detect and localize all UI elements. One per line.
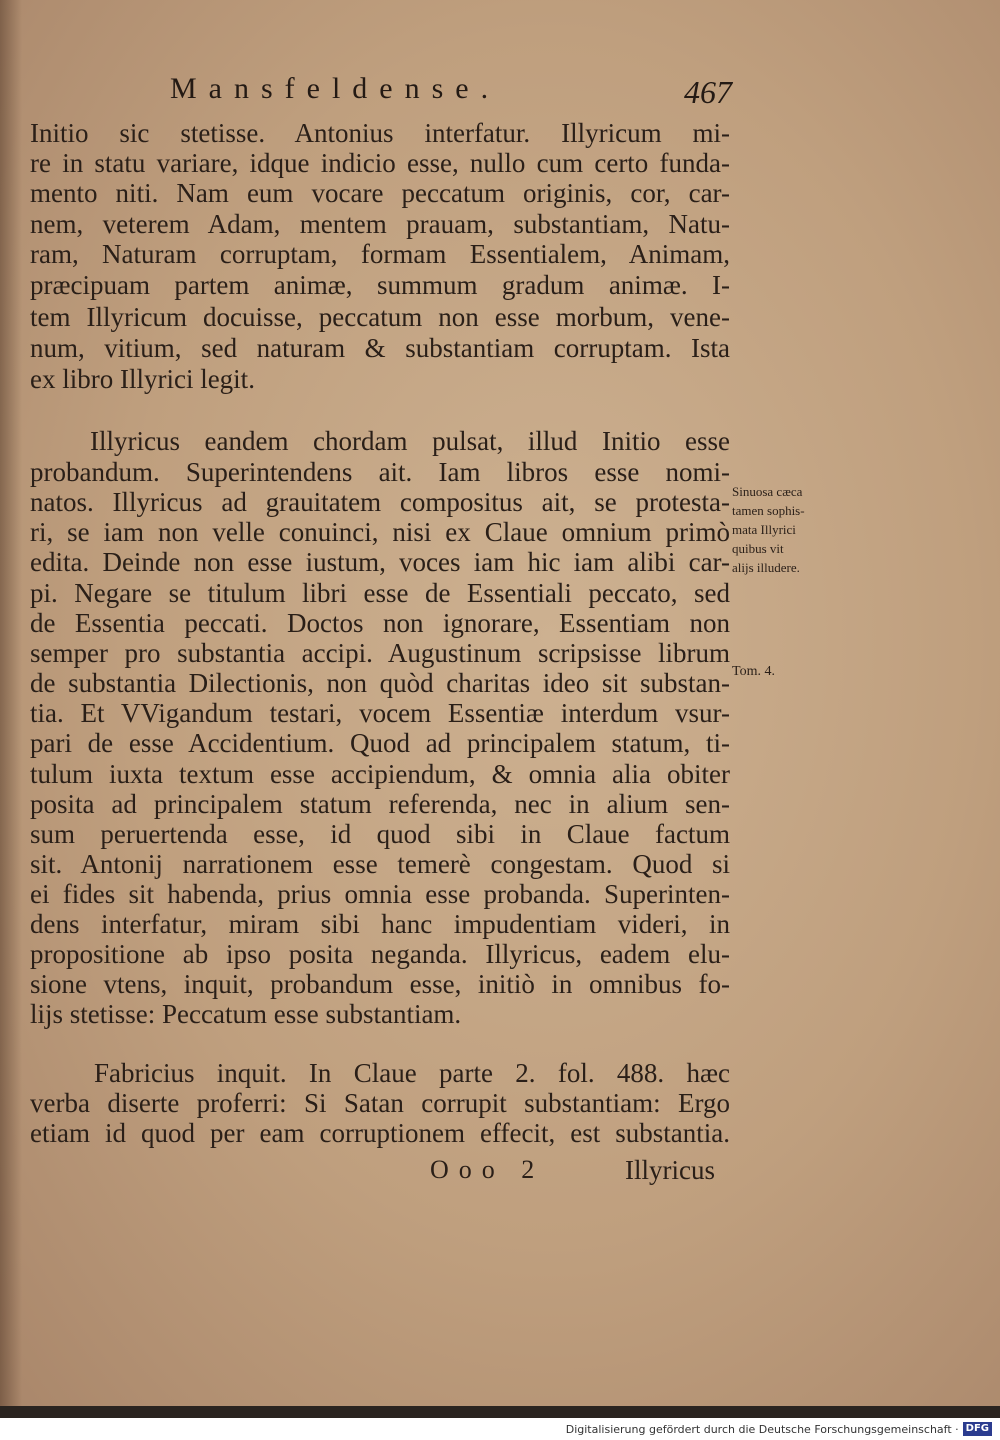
text-line: sione vtens, inquit, probandum esse, initiò in omnibus fo- — [30, 969, 730, 999]
page-gutter-shadow — [0, 0, 22, 1418]
marginal-note-line: Sinuosa cæca — [732, 484, 803, 499]
text-line: Illyricus eandem chordam pulsat, illud Initio esse — [90, 426, 730, 456]
marginal-note-line: quibus vit — [732, 541, 784, 556]
dfg-logo-icon: DFG — [963, 1422, 992, 1436]
text-line: tem Illyricum docuisse, peccatum non esse morbum, vene- — [30, 302, 730, 332]
text-line: nem, veterem Adam, mentem prauam, substantiam, Natu- — [30, 209, 730, 239]
text-line: probandum. Superintendens ait. Iam libros esse nomi- — [30, 457, 730, 487]
marginal-note-line: alijs illudere. — [732, 560, 800, 575]
text-line: de Essentia peccati. Doctos non ignorare, Essentiam non — [30, 608, 730, 638]
text-line: propositione ab ipso posita neganda. Illyricus, eadem elu- — [30, 939, 730, 969]
text-line: Fabricius inquit. In Claue parte 2. fol. 488. hæc — [94, 1058, 730, 1088]
text-line: semper pro substantia accipi. Augustinum scripsisse librum — [30, 638, 730, 668]
text-line: de substantia Dilectionis, non quòd charitas ideo sit substan- — [30, 668, 730, 698]
text-line: Initio sic stetisse. Antonius interfatur. Illyricum mi- — [30, 118, 730, 148]
text-line: etiam id quod per eam corruptionem effecit, est substantia. — [30, 1118, 730, 1148]
text-line: natos. Illyricus ad grauitatem compositus ait, se protesta- — [30, 487, 730, 517]
marginal-note-tom: Tom. 4. — [732, 664, 775, 679]
digitization-footer — [566, 1420, 992, 1438]
text-line: ei fides sit habenda, prius omnia esse probanda. Superinten- — [30, 879, 730, 909]
text-line: num, vitium, sed naturam & substantiam corruptam. Ista — [30, 333, 730, 363]
page-number: 467 — [684, 74, 732, 110]
text-line: dens interfatur, miram sibi hanc impudentiam videri, in — [30, 909, 730, 939]
catchword: Illyricus — [625, 1155, 715, 1185]
text-line: pari de esse Accidentium. Quod ad principalem statum, ti- — [30, 728, 730, 758]
text-line: sit. Antonij narrationem esse temerè congestam. Quod si — [30, 849, 730, 879]
marginal-note-line: tamen sophis- — [732, 503, 805, 518]
footer-text: Digitalisierung gefördert durch die Deutsche Forschungsgemeinschaft · — [565, 1422, 959, 1436]
text-line: re in statu variare, idque indicio esse, nullo cum certo funda- — [30, 148, 730, 178]
text-line: verba diserte proferri: Si Satan corrupit substantiam: Ergo — [30, 1088, 730, 1118]
text-line: præcipuam partem animæ, summum gradum animæ. I- — [30, 270, 730, 300]
text-line: ram, Naturam corruptam, formam Essentialem, Animam, — [30, 239, 730, 269]
text-line: mento niti. Nam eum vocare peccatum originis, cor, car- — [30, 178, 730, 208]
text-line: pi. Negare se titulum libri esse de Essentiali peccato, sed — [30, 578, 730, 608]
text-line: posita ad principalem statum referenda, nec in alium sen- — [30, 789, 730, 819]
text-line: ri, se iam non velle conuinci, nisi ex Claue omnium primò — [30, 517, 730, 547]
text-line: edita. Deinde non esse iustum, voces iam hic iam alibi car- — [30, 547, 730, 577]
running-head: Mansfeldense. — [170, 72, 501, 105]
text-line: ex libro Illyrici legit. — [30, 364, 255, 394]
text-line: sum peruertenda esse, id quod sibi in Claue factum — [30, 819, 730, 849]
text-line: lijs stetisse: Peccatum esse substantiam. — [30, 999, 462, 1029]
signature-mark: Ooo 2 — [430, 1155, 545, 1184]
marginal-note-line: mata Illyrici — [732, 522, 796, 537]
text-line: tulum iuxta textum esse accipiendum, & omnia alia obiter — [30, 759, 730, 789]
page-bottom-edge — [0, 1406, 1000, 1418]
text-line: tia. Et VVigandum testari, vocem Essentiæ interdum vsur- — [30, 698, 730, 728]
